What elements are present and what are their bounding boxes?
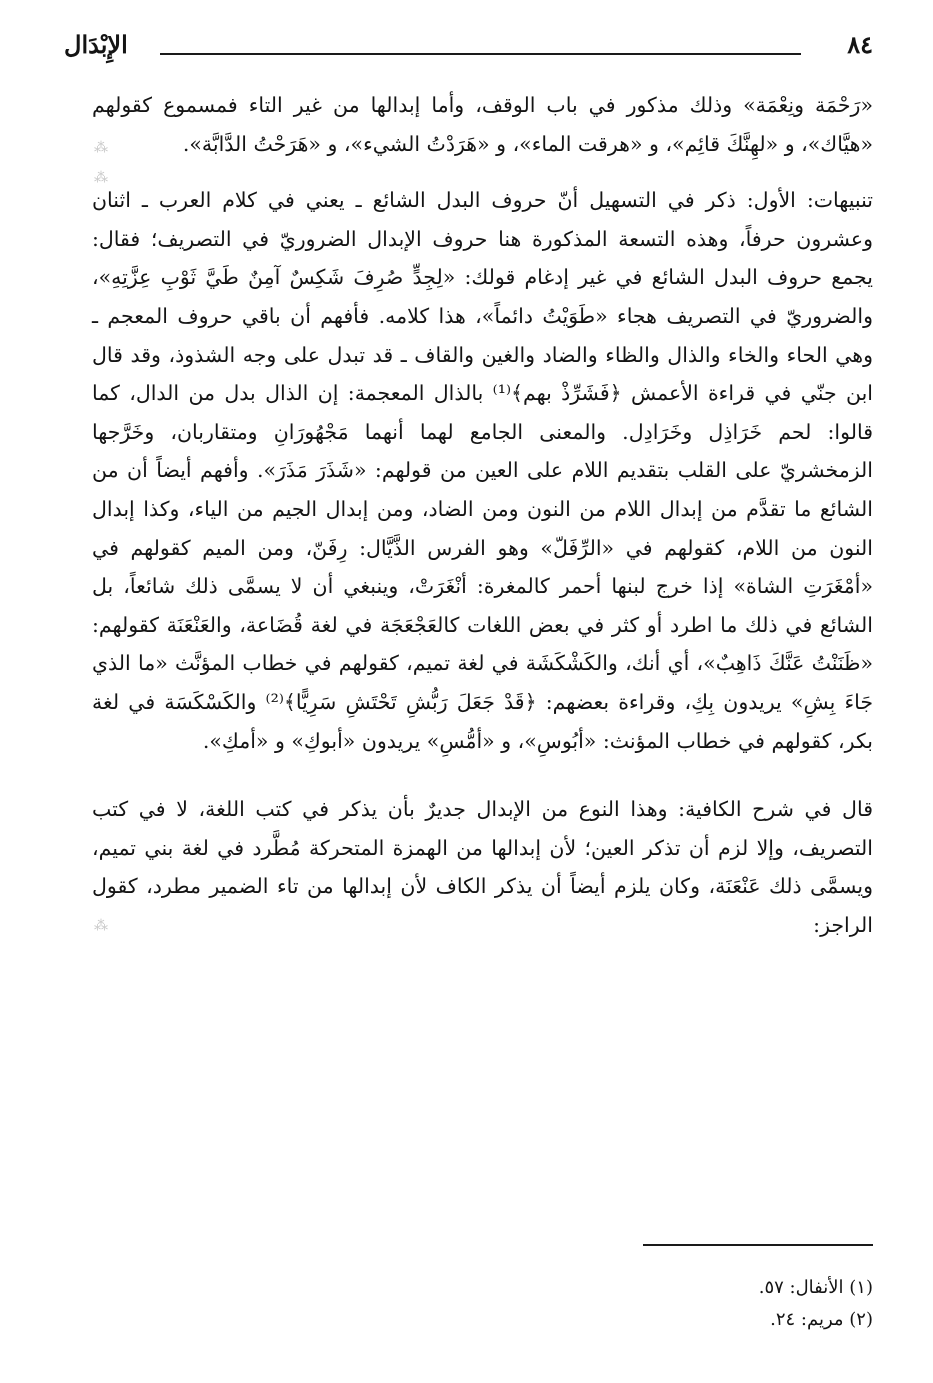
- body-text: [92, 86, 873, 944]
- paragraph-3: قال في شرح الكافية: وهذا النوع من الإبدال جديرٌ بأن يذكر في كتب اللغة، لا في كتب التصريف، وإلا لزم أن تذكر العين؛ لأن إبدالها من الهمزة المتحركة مُطَّرد في لغة بني تميم، ويسمَّى ذلك عَنْعَنَة، وكان يلزم أيضاً أن يذكر الكاف لأن إبدالها من تاء الضمير مطرد، كقول الراجز:: [92, 797, 873, 937]
- footnotes: [92, 1244, 873, 1336]
- paragraph-2: تنبيهات: الأول: ذكر في التسهيل أنّ حروف البدل الشائع ـ يعني في كلام العرب ـ اثنان وعشرون حرفاً، وهذه التسعة المذكورة هنا حروف الإبدال الضروريّ في التصريف؛ فقال: يجمع حروف البدل الشائع في غير إدغام قولك: «لِجِدٍّ صُرِفَ شَكِسٌ آمِنٌ طَيَّ ثَوْبِ عِزَّتِهِ»، والضروريّ في التصريف هجاء «طَوَيْتُ دائماً»، هذا كلامه. فأفهم أن باقي حروف المعجم ـ وهي الحاء والخاء والذال والظاء والضاد والغين والقاف ـ قد تبدل على وجه الشذوذ، وقد قال ابن جنّي في قراءة الأعمش ﴿فَشَرِّذْ بهم﴾⁽¹⁾ بالذال المعجمة: إن الذال بدل من الدال، كما قالوا: لحم خَرَاذِل وخَرَادِل. والمعنى الجامع لهما أنهما مَجْهُورَانِ ومتقاربان، وخَرَّجها الزمخشريّ على القلب بتقديم اللام على العين من قولهم: «شَذَرَ مَذَرَ». وأفهم أيضاً أن من الشائع ما تقدَّم من إبدال اللام من النون ومن الضاد، ومن إبدال الجيم من الياء، وكذا إبدال النون من اللام، كقولهم في «الرِّفَلّ» وهو الفرس الذَّيَّال: رِفَنّ، ومن الميم كقولهم في «أمْغَرَتِ الشاة» إذا خرج لبنها أحمر كالمغرة: أنْغَرَتْ، وينبغي أن لا يسمَّى ذلك شائعاً، بل الشائع في ذلك ما اطرد أو كثر في بعض اللغات كالعَجْعَجَة في لغة قُضَاعة، والعَنْعَنَة كقولهم: «ظَنَنْتُ عَنَّكَ ذَاهِبٌ»، أي أنك، والكَشْكَشَة في لغة تميم، كقولهم في خطاب المؤنَّث «ما الذي جَاءَ بِشِ» يريدون بِكِ، وقراءة بعضهم: ﴿قَدْ جَعَلَ رَبُّشِ تَحْتَشِ سَرِيًّا﴾⁽²⁾ والكَسْكَسَة في لغة بكر، كقولهم في خطاب المؤنث: «أبُوسِ»، و «أمُّسِ» يريدون «أبوكِ» و «أمكِ».: [92, 188, 873, 753]
- margin-ornament: ⁂: [94, 140, 108, 156]
- margin-ornament: ⁂: [94, 170, 108, 186]
- footnote-rule: [643, 1244, 873, 1246]
- page-header: [64, 30, 873, 64]
- page-number: ٨٤: [847, 30, 873, 59]
- footnote-2: (٢) مريم: ٢٤.: [770, 1309, 873, 1330]
- header-rule: [160, 53, 801, 55]
- footnote-1: (١) الأنفال: ٥٧.: [758, 1277, 873, 1298]
- margin-ornament: ⁂: [94, 918, 108, 934]
- running-title: الإِبْدَال: [64, 30, 128, 59]
- paragraph-1: «رَحْمَة ونِعْمَة» وذلك مذكور في باب الوقف، وأما إبدالها من غير التاء فمسموع كقولهم «هيَّاك»، و «لهِنَّكَ قائِم»، و «هرقت الماء»، و «هَرَدْتُ الشيء»، و «هَرَحْتُ الدَّابَّة».: [92, 93, 873, 156]
